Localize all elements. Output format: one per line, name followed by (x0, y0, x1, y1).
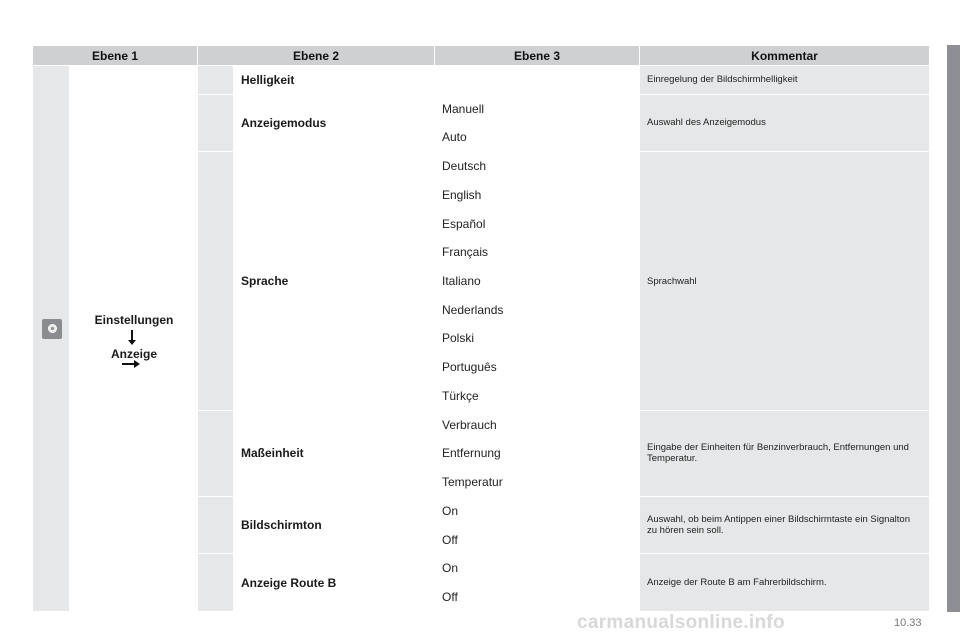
level3-option: Off (435, 583, 640, 612)
level2-label: Anzeige Route B (234, 554, 435, 612)
page-number: 10.33 (894, 617, 922, 629)
level3-option: Off (435, 525, 640, 554)
level1-icon-cell (33, 66, 70, 612)
level2-label: Anzeigemodus (234, 94, 435, 151)
comment-cell: Anzeige der Route B am Fahrerbildschirm. (640, 554, 930, 612)
level2-label: Maßeinheit (234, 410, 435, 496)
level3-option: Français (435, 238, 640, 267)
level3-option: Español (435, 209, 640, 238)
level3-option: Manuell (435, 94, 640, 123)
comment-cell: Sprachwahl (640, 152, 930, 411)
level2-spacer (198, 554, 234, 612)
settings-icon (42, 319, 62, 339)
header-kommentar: Kommentar (640, 46, 930, 66)
level1-title: Einstellungen (94, 313, 174, 327)
level3-option: English (435, 180, 640, 209)
level3-option: On (435, 497, 640, 526)
level2-spacer (198, 410, 234, 496)
level3-option: Auto (435, 123, 640, 152)
level2-spacer (198, 497, 234, 554)
arrow-right-icon (122, 363, 136, 365)
header-ebene3: Ebene 3 (435, 46, 640, 66)
level2-spacer (198, 94, 234, 151)
level3-option: Verbrauch (435, 410, 640, 439)
arrow-down-icon (131, 330, 133, 342)
level2-label: Helligkeit (234, 66, 435, 95)
comment-cell: Auswahl, ob beim Antippen einer Bildschirmtaste ein Signalton zu hören sein soll. (640, 497, 930, 554)
level3-option: Deutsch (435, 152, 640, 181)
level3-option: Entfernung (435, 439, 640, 468)
level3-option (435, 66, 640, 95)
header-ebene2: Ebene 2 (198, 46, 435, 66)
header-ebene1: Ebene 1 (33, 46, 198, 66)
comment-cell: Eingabe der Einheiten für Benzinverbrauch, Entfernungen und Temperatur. (640, 410, 930, 496)
level3-option: Temperatur (435, 468, 640, 497)
level3-option: Polski (435, 324, 640, 353)
level2-label: Bildschirmton (234, 497, 435, 554)
level1-sub: Anzeige (110, 347, 157, 361)
level3-option: Türkçe (435, 382, 640, 411)
level3-option: Nederlands (435, 295, 640, 324)
level2-spacer (198, 152, 234, 411)
settings-table (32, 45, 930, 612)
watermark: carmanualsonline.info (577, 612, 785, 633)
comment-cell: Auswahl des Anzeigemodus (640, 94, 930, 151)
level2-spacer (198, 66, 234, 95)
header-row (33, 46, 930, 66)
level1-path-cell (70, 66, 198, 612)
level3-option: Italiano (435, 267, 640, 296)
level2-label: Sprache (234, 152, 435, 411)
level3-option: Português (435, 353, 640, 382)
table-row (33, 66, 930, 95)
comment-cell: Einregelung der Bildschirmhelligkeit (640, 66, 930, 95)
side-tab-strip (947, 45, 960, 612)
level1-path (70, 313, 198, 361)
table-body (33, 66, 930, 612)
level3-option: On (435, 554, 640, 583)
